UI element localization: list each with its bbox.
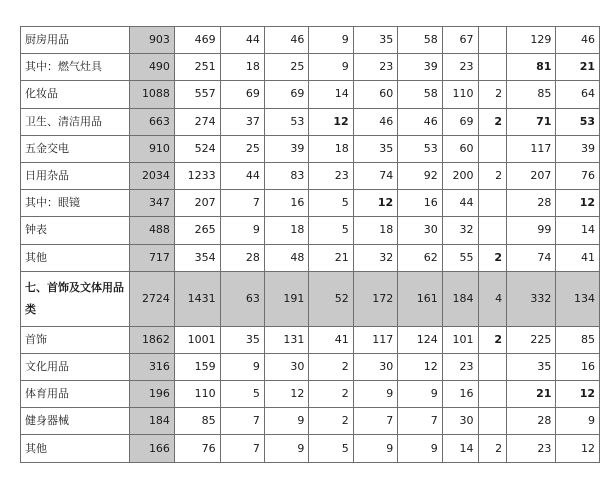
value-cell: 2 [478,81,507,108]
total-cell: 663 [130,108,175,135]
value-cell [478,408,507,435]
value-cell: 25 [220,135,264,162]
value-cell: 53 [264,108,309,135]
value-cell: 21 [556,54,600,81]
total-cell: 196 [130,381,175,408]
value-cell: 274 [174,108,220,135]
total-cell: 488 [130,217,175,244]
value-cell: 332 [507,271,556,326]
value-cell: 69 [264,81,309,108]
value-cell: 53 [556,108,600,135]
row-label: 卫生、清洁用品 [21,108,130,135]
value-cell: 9 [556,408,600,435]
value-cell: 46 [398,108,443,135]
value-cell: 41 [309,326,353,353]
value-cell: 7 [398,408,443,435]
value-cell: 18 [220,54,264,81]
value-cell: 55 [442,244,478,271]
value-cell: 12 [264,381,309,408]
value-cell: 23 [507,435,556,462]
value-cell: 2 [309,353,353,380]
value-cell: 52 [309,271,353,326]
value-cell: 39 [264,135,309,162]
value-cell: 12 [398,353,443,380]
row-label: 钟表 [21,217,130,244]
value-cell: 71 [507,108,556,135]
value-cell: 23 [353,54,398,81]
value-cell: 23 [309,162,353,189]
value-cell [478,381,507,408]
table-row [21,135,600,162]
value-cell: 225 [507,326,556,353]
value-cell: 7 [220,435,264,462]
value-cell: 85 [507,81,556,108]
row-label: 七、首饰及文体用品类 [21,271,130,326]
value-cell: 46 [556,27,600,54]
value-cell: 44 [220,162,264,189]
table-row [21,81,600,108]
total-cell: 316 [130,353,175,380]
value-cell: 41 [556,244,600,271]
row-label: 其中：燃气灶具 [21,54,130,81]
value-cell: 21 [507,381,556,408]
value-cell: 161 [398,271,443,326]
row-label: 首饰 [21,326,130,353]
value-cell: 557 [174,81,220,108]
value-cell: 12 [556,435,600,462]
total-cell: 166 [130,435,175,462]
table-wrapper [20,26,600,463]
table-row [21,217,600,244]
value-cell: 69 [220,81,264,108]
value-cell: 30 [264,353,309,380]
value-cell: 23 [442,353,478,380]
value-cell: 53 [398,135,443,162]
value-cell: 5 [309,435,353,462]
row-label: 其中：眼镜 [21,190,130,217]
value-cell: 354 [174,244,220,271]
value-cell: 35 [507,353,556,380]
value-cell: 9 [264,408,309,435]
value-cell: 9 [264,435,309,462]
value-cell: 2 [309,381,353,408]
goods-statistics-table [20,26,600,463]
value-cell: 67 [442,27,478,54]
value-cell: 44 [442,190,478,217]
value-cell: 1233 [174,162,220,189]
value-cell: 16 [442,381,478,408]
value-cell: 110 [442,81,478,108]
table-row [21,54,600,81]
value-cell: 207 [507,162,556,189]
value-cell: 9 [220,353,264,380]
value-cell: 14 [442,435,478,462]
value-cell: 74 [353,162,398,189]
value-cell: 12 [556,381,600,408]
value-cell: 81 [507,54,556,81]
value-cell: 99 [507,217,556,244]
value-cell: 46 [353,108,398,135]
value-cell: 16 [556,353,600,380]
value-cell: 69 [442,108,478,135]
value-cell: 200 [442,162,478,189]
value-cell [478,27,507,54]
value-cell: 2 [478,244,507,271]
value-cell [478,135,507,162]
value-cell: 16 [398,190,443,217]
value-cell: 2 [478,326,507,353]
value-cell: 2 [309,408,353,435]
table-row [21,381,600,408]
total-cell: 717 [130,244,175,271]
row-label: 健身器械 [21,408,130,435]
value-cell: 16 [264,190,309,217]
value-cell: 9 [220,217,264,244]
row-label: 化妆品 [21,81,130,108]
table-row [21,353,600,380]
value-cell: 85 [556,326,600,353]
value-cell [478,54,507,81]
value-cell: 4 [478,271,507,326]
value-cell [478,190,507,217]
row-label: 五金交电 [21,135,130,162]
value-cell: 44 [220,27,264,54]
value-cell: 18 [353,217,398,244]
value-cell: 159 [174,353,220,380]
total-cell: 184 [130,408,175,435]
value-cell: 76 [556,162,600,189]
value-cell: 5 [220,381,264,408]
value-cell: 9 [398,381,443,408]
value-cell: 129 [507,27,556,54]
value-cell: 9 [309,27,353,54]
value-cell: 18 [264,217,309,244]
row-label: 文化用品 [21,353,130,380]
total-cell: 2724 [130,271,175,326]
table-row [21,244,600,271]
value-cell: 2 [478,162,507,189]
table-row [21,108,600,135]
value-cell: 74 [507,244,556,271]
row-label: 体育用品 [21,381,130,408]
value-cell: 28 [507,408,556,435]
value-cell: 7 [220,190,264,217]
value-cell [478,353,507,380]
value-cell: 76 [174,435,220,462]
value-cell: 191 [264,271,309,326]
value-cell: 28 [220,244,264,271]
value-cell: 58 [398,81,443,108]
value-cell: 63 [220,271,264,326]
value-cell: 83 [264,162,309,189]
value-cell: 101 [442,326,478,353]
value-cell: 64 [556,81,600,108]
value-cell: 469 [174,27,220,54]
row-label: 日用杂品 [21,162,130,189]
value-cell: 2 [478,108,507,135]
value-cell: 23 [442,54,478,81]
value-cell: 30 [398,217,443,244]
total-cell: 1088 [130,81,175,108]
value-cell: 131 [264,326,309,353]
value-cell: 124 [398,326,443,353]
row-label: 其他 [21,244,130,271]
value-cell: 184 [442,271,478,326]
value-cell: 37 [220,108,264,135]
total-cell: 910 [130,135,175,162]
value-cell: 60 [442,135,478,162]
value-cell: 60 [353,81,398,108]
row-label: 厨房用品 [21,27,130,54]
value-cell: 35 [353,27,398,54]
total-cell: 1862 [130,326,175,353]
value-cell: 85 [174,408,220,435]
value-cell: 25 [264,54,309,81]
value-cell: 14 [556,217,600,244]
value-cell: 9 [353,435,398,462]
value-cell: 134 [556,271,600,326]
value-cell: 35 [220,326,264,353]
total-cell: 903 [130,27,175,54]
value-cell: 35 [353,135,398,162]
value-cell: 110 [174,381,220,408]
value-cell: 46 [264,27,309,54]
value-cell: 251 [174,54,220,81]
value-cell: 62 [398,244,443,271]
table-row [21,408,600,435]
value-cell: 7 [353,408,398,435]
total-cell: 2034 [130,162,175,189]
value-cell [478,217,507,244]
value-cell: 58 [398,27,443,54]
value-cell: 18 [309,135,353,162]
table-row [21,271,600,326]
value-cell: 30 [353,353,398,380]
row-label: 其他 [21,435,130,462]
value-cell: 5 [309,190,353,217]
value-cell: 9 [398,435,443,462]
value-cell: 12 [556,190,600,217]
table-row [21,326,600,353]
value-cell: 7 [220,408,264,435]
value-cell: 14 [309,81,353,108]
table-row [21,435,600,462]
value-cell: 12 [353,190,398,217]
value-cell: 30 [442,408,478,435]
value-cell: 92 [398,162,443,189]
value-cell: 117 [353,326,398,353]
value-cell: 265 [174,217,220,244]
value-cell: 39 [398,54,443,81]
value-cell: 21 [309,244,353,271]
total-cell: 490 [130,54,175,81]
value-cell: 32 [442,217,478,244]
value-cell: 207 [174,190,220,217]
value-cell: 524 [174,135,220,162]
value-cell: 172 [353,271,398,326]
table-row [21,27,600,54]
total-cell: 347 [130,190,175,217]
value-cell: 1431 [174,271,220,326]
value-cell: 28 [507,190,556,217]
value-cell: 5 [309,217,353,244]
value-cell: 9 [353,381,398,408]
value-cell: 1001 [174,326,220,353]
value-cell: 48 [264,244,309,271]
value-cell: 2 [478,435,507,462]
value-cell: 12 [309,108,353,135]
value-cell: 32 [353,244,398,271]
value-cell: 39 [556,135,600,162]
value-cell: 117 [507,135,556,162]
table-row [21,190,600,217]
table-row [21,162,600,189]
value-cell: 9 [309,54,353,81]
